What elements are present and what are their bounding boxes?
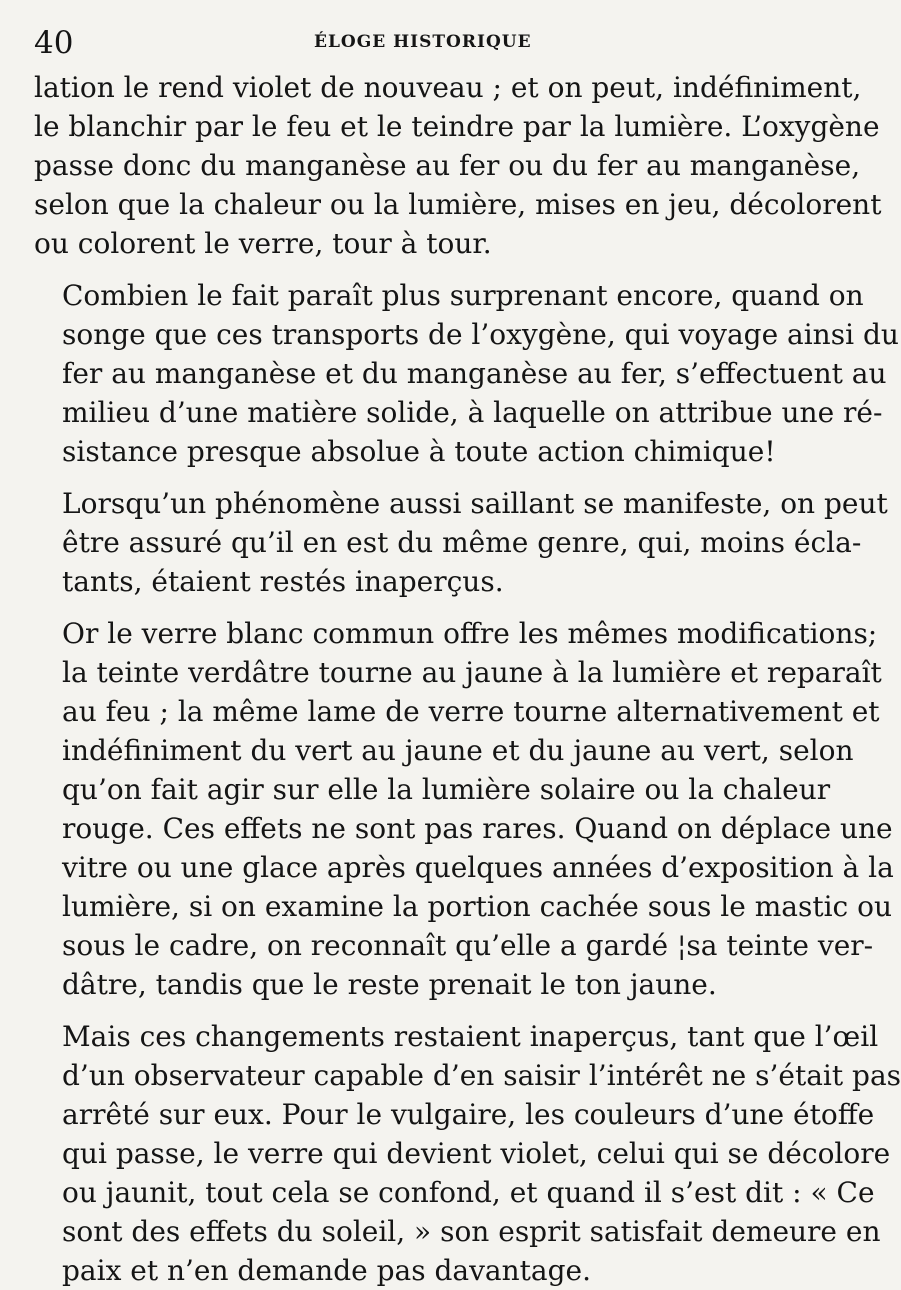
text-line: qu’on fait agir sur elle la lumière solaire ou la chaleur (62, 773, 831, 806)
text-line: ou jaunit, tout cela se confond, et quand il s’est dit : « Ce (62, 1176, 875, 1209)
text-line: lumière, si on examine la portion cachée sous le mastic ou (62, 890, 892, 923)
text-line: sistance presque absolue à toute action chimique! (62, 435, 776, 468)
text-line: arrêté sur eux. Pour le vulgaire, les couleurs d’une étoffe (62, 1098, 875, 1131)
text-line: sont des effets du soleil, » son esprit satisfait demeure en (62, 1215, 881, 1248)
paragraph-2 (34, 276, 899, 471)
text-line: Combien le fait paraît plus surprenant encore, quand on (62, 279, 864, 312)
text-line: selon que la chaleur ou la lumière, mises en jeu, décolorent (34, 188, 882, 221)
text-line: passe donc du manganèse au fer ou du fer au manganèse, (34, 149, 861, 182)
paragraph-4 (34, 614, 894, 1004)
text-line: d’un observateur capable d’en saisir l’intérêt ne s’était pas (62, 1059, 901, 1092)
text-line: la teinte verdâtre tourne au jaune à la lumière et reparaît (62, 656, 882, 689)
text-line: Lorsqu’un phénomène aussi saillant se manifeste, on peut (62, 487, 888, 520)
text-line: le blanchir par le feu et le teindre par la lumière. L’oxygène (34, 110, 880, 143)
text-line: milieu d’une matière solide, à laquelle on attribue une ré- (62, 396, 883, 429)
paragraph-5 (34, 1017, 901, 1290)
text-line: au feu ; la même lame de verre tourne alternativement et (62, 695, 880, 728)
text-line: songe que ces transports de l’oxygène, qui voyage ainsi du (62, 318, 899, 351)
text-line: Mais ces changements restaient inaperçus, tant que l’œil (62, 1020, 879, 1053)
text-line: fer au manganèse et du manganèse au fer, s’effectuent au (62, 357, 887, 390)
text-line: paix et n’en demande pas davantage. (62, 1254, 591, 1287)
text-line: rouge. Ces effets ne sont pas rares. Quand on déplace une (62, 812, 893, 845)
text-line: ou colorent le verre, tour à tour. (34, 227, 492, 260)
paragraph-gap (34, 263, 762, 276)
running-title: ÉLOGE HISTORIQUE (314, 32, 532, 52)
paragraph-gap (34, 601, 762, 614)
text-line: indéfiniment du vert au jaune et du jaune au vert, selon (62, 734, 854, 767)
page-header (34, 24, 762, 68)
text-line: tants, étaient restés inaperçus. (62, 565, 504, 598)
paragraph-1 (34, 68, 882, 263)
text-line: dâtre, tandis que le reste prenait le ton jaune. (62, 968, 717, 1001)
text-line: qui passe, le verre qui devient violet, celui qui se décolore (62, 1137, 891, 1170)
page-number: 40 (34, 25, 74, 61)
paragraph-3 (34, 484, 888, 601)
text-line: être assuré qu’il en est du même genre, qui, moins écla- (62, 526, 862, 559)
body-text (34, 68, 901, 1290)
text-line: lation le rend violet de nouveau ; et on peut, indéfiniment, (34, 71, 862, 104)
paragraph-gap (34, 1004, 762, 1017)
text-line: sous le cadre, on reconnaît qu’elle a gardé ¦sa teinte ver- (62, 929, 874, 962)
text-line: vitre ou une glace après quelques années d’exposition à la (62, 851, 894, 884)
paragraph-gap (34, 471, 762, 484)
text-line: Or le verre blanc commun offre les mêmes modifications; (62, 617, 878, 650)
